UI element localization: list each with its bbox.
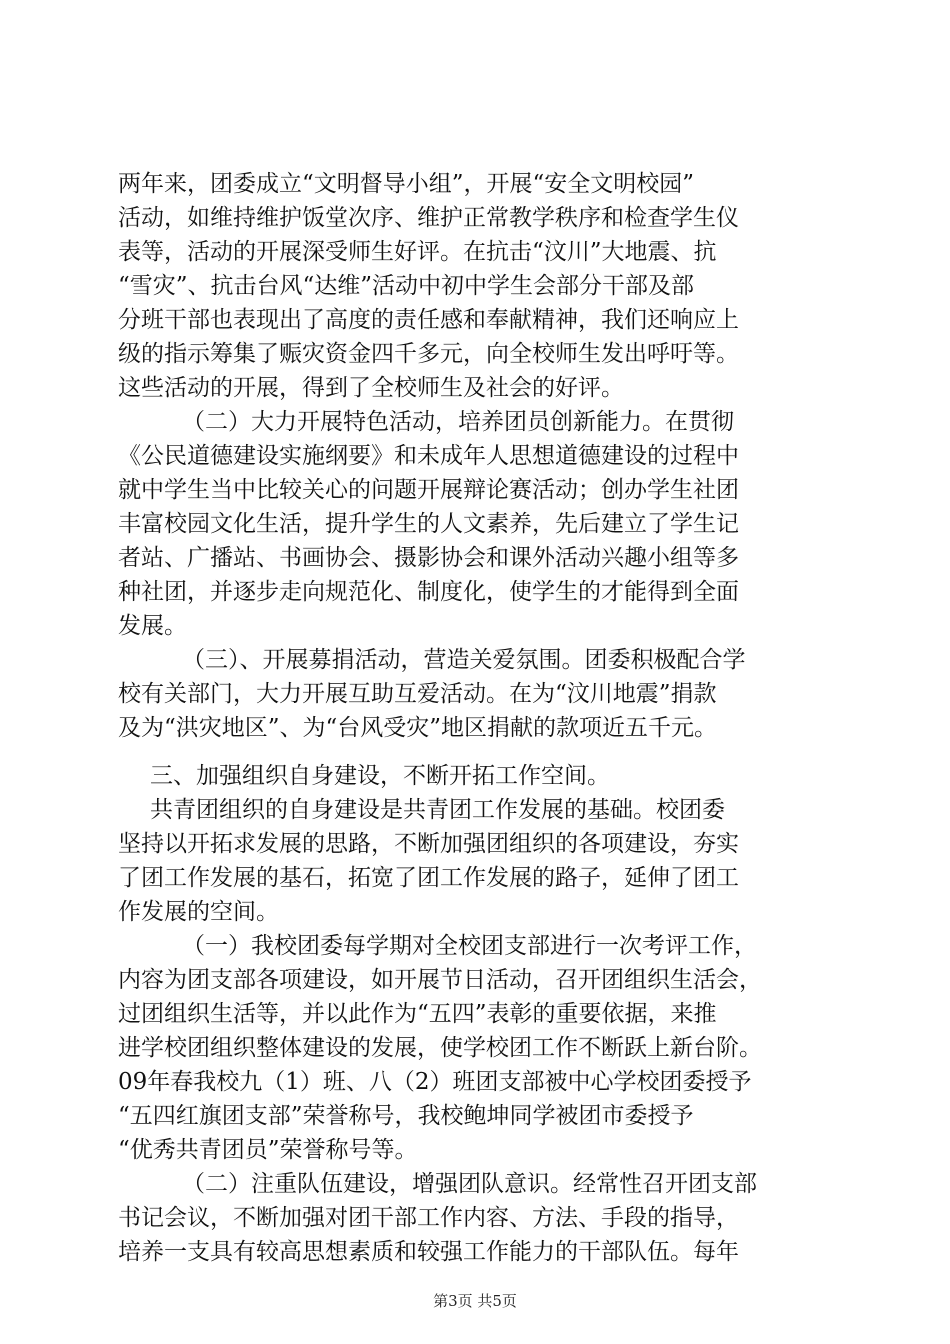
text-line: 发展。	[118, 613, 187, 639]
text-line: 坚持以开拓求发展的思路，不断加强团组织的各项建设，夯实	[118, 831, 739, 857]
text-line: 种社团，并逐步走向规范化、制度化，使学生的才能得到全面	[118, 579, 739, 605]
text-line: 及为“洪灾地区”、为“台风受灾”地区捐献的款项近五千元。	[118, 715, 718, 741]
text-line: 09年春我校九（1）班、八（2）班团支部被中心学校团委授予	[118, 1069, 752, 1095]
text-line: 共青团组织的自身建设是共青团工作发展的基础。校团委	[150, 797, 725, 823]
text-line: 过团组织生活等，并以此作为“五四”表彰的重要依据，来推	[118, 1001, 717, 1027]
text-line: （三）、开展募捐活动，营造关爱氛围。团委积极配合学	[182, 647, 746, 673]
text-line: “五四红旗团支部”荣誉称号，我校鲍坤同学被团市委授予	[118, 1103, 694, 1129]
text-line: “雪灾”、抗击台风“达维”活动中初中学生会部分干部及部	[118, 273, 695, 299]
text-line: 这些活动的开展，得到了全校师生及社会的好评。	[118, 375, 624, 401]
text-line: 两年来，团委成立“文明督导小组”，开展“安全文明校园”	[118, 171, 695, 197]
text-line: （一）我校团委每学期对全校团支部进行一次考评工作，	[182, 933, 757, 959]
text-line: 内容为团支部各项建设，如开展节日活动，召开团组织生活会，	[118, 967, 762, 993]
text-line: （二）大力开展特色活动，培养团员创新能力。在贯彻	[182, 409, 734, 435]
text-line: 者站、广播站、书画协会、摄影协会和课外活动兴趣小组等多	[118, 545, 739, 571]
text-line: 《公民道德建设实施纲要》和未成年人思想道德建设的过程中	[118, 443, 739, 469]
text-line: “优秀共青团员”荣誉称号等。	[118, 1137, 418, 1163]
text-line: 进学校团组织整体建设的发展，使学校团工作不断跃上新台阶。	[118, 1035, 762, 1061]
text-line: 表等，活动的开展深受师生好评。在抗击“汶川”大地震、抗	[118, 239, 717, 265]
text-line: 丰富校园文化生活，提升学生的人文素养，先后建立了学生记	[118, 511, 739, 537]
text-line: （二）注重队伍建设，增强团队意识。经常性召开团支部	[182, 1171, 757, 1197]
text-line: 活动，如维持维护饭堂次序、维护正常教学秩序和检查学生仪	[118, 205, 739, 231]
text-line: 作发展的空间。	[118, 899, 279, 925]
page-number-footer: 第3页 共5页	[433, 1292, 517, 1310]
text-line: 就中学生当中比较关心的问题开展辩论赛活动；创办学生社团	[118, 477, 739, 503]
text-line: 级的指示筹集了赈灾资金四千多元，向全校师生发出呼吁等。	[118, 341, 739, 367]
text-line: 校有关部门，大力开展互助互爱活动。在为“汶川地震”捐款	[118, 681, 717, 707]
text-line: 了团工作发展的基石，拓宽了团工作发展的路子，延伸了团工	[118, 865, 739, 891]
text-line: 书记会议，不断加强对团干部工作内容、方法、手段的指导，	[118, 1205, 739, 1231]
section-heading: 三、加强组织自身建设，不断开拓工作空间。	[150, 763, 610, 789]
text-line: 培养一支具有较高思想素质和较强工作能力的干部队伍。每年	[118, 1239, 739, 1265]
text-line: 分班干部也表现出了高度的责任感和奉献精神，我们还响应上	[118, 307, 739, 333]
